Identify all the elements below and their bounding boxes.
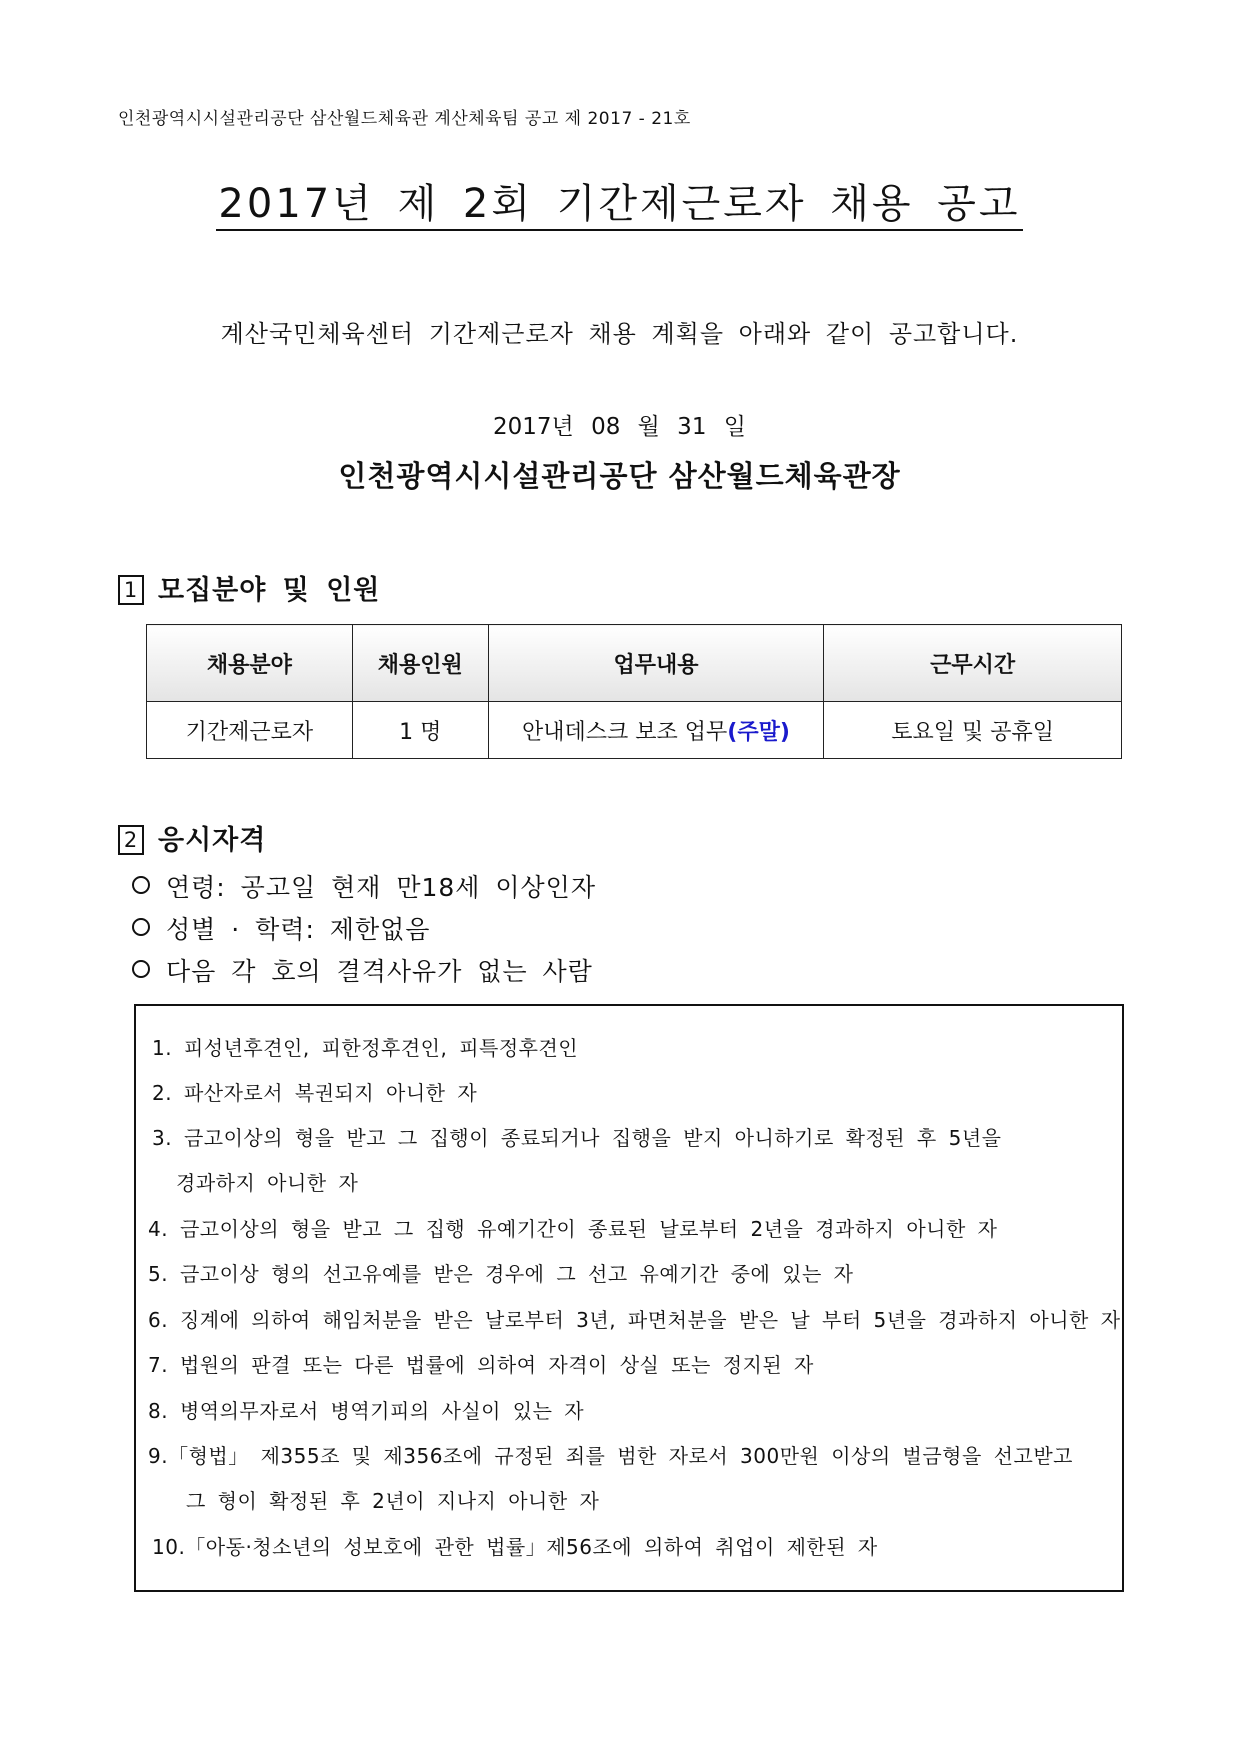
list-item: 7. 법원의 판결 또는 다른 법률에 의하여 자격이 상실 또는 정지된 자 — [148, 1353, 814, 1377]
section-number-box: 2 — [118, 825, 144, 855]
duty-text: 안내데스크 보조 업무 — [522, 719, 728, 745]
intro-text: 계산국민체육센터 기간제근로자 채용 계획을 아래와 같이 공고합니다. — [220, 320, 1019, 348]
circle-bullet-icon — [132, 918, 150, 936]
issuer-name: 인천광역시시설관리공단 삼산월드체육관장 — [338, 459, 901, 493]
qualification-list — [132, 868, 596, 994]
section-2-heading — [118, 818, 266, 857]
circle-bullet-icon — [132, 960, 150, 978]
list-item: 2. 파산자로서 복권되지 아니한 자 — [152, 1081, 478, 1105]
list-item: 성별 · 학력: 제한없음 — [132, 910, 596, 952]
duty-weekend-highlight: (주말) — [727, 719, 790, 745]
table-cell-field: 기간제근로자 — [147, 702, 353, 759]
list-item: 6. 징계에 의하여 해임처분을 받은 날로부터 3년, 파면처분을 받은 날 부터 5년을 경과하지 아니한 자 — [148, 1308, 1121, 1332]
list-item-continuation: 경과하지 아니한 자 — [176, 1171, 359, 1195]
table-header-cell: 업무내용 — [488, 625, 824, 702]
table-header-row — [147, 625, 1122, 702]
table-header-cell: 채용분야 — [147, 625, 353, 702]
list-item: 4. 금고이상의 형을 받고 그 집행 유예기간이 종료된 날로부터 2년을 경과하지 아니한 자 — [148, 1217, 998, 1241]
section-number-box: 1 — [118, 575, 144, 605]
section-title: 모집분야 및 인원 — [158, 575, 381, 606]
list-item: 1. 피성년후견인, 피한정후견인, 피특정후견인 — [152, 1036, 579, 1060]
page-title-wrapper — [0, 172, 1239, 229]
page-title: 2017년 제 2회 기간제근로자 채용 공고 — [216, 181, 1022, 231]
recruitment-table — [146, 624, 1122, 759]
table-cell-hours: 토요일 및 공휴일 — [824, 702, 1122, 759]
list-item-continuation: 그 형이 확정된 후 2년이 지나지 아니한 자 — [186, 1489, 600, 1513]
disqualification-box — [134, 1004, 1124, 1592]
list-item: 9.「형법」 제355조 및 제356조에 규정된 죄를 범한 자로서 300만원 이상의 벌금형을 선고받고 — [148, 1444, 1073, 1468]
table-header-cell: 근무시간 — [824, 625, 1122, 702]
table-header-cell: 채용인원 — [352, 625, 488, 702]
list-item: 연령: 공고일 현재 만18세 이상인자 — [132, 868, 596, 910]
table-cell-count: 1 명 — [352, 702, 488, 759]
circle-bullet-icon — [132, 876, 150, 894]
table-cell-duty — [488, 702, 824, 759]
list-item: 10.「아동·청소년의 성보호에 관한 법률」제56조에 의하여 취업이 제한된 자 — [152, 1535, 878, 1559]
notice-number: 인천광역시시설관리공단 삼산월드체육관 계산체육팀 공고 제 2017 - 21호 — [118, 109, 691, 129]
list-item: 다음 각 호의 결격사유가 없는 사람 — [132, 952, 596, 994]
section-1-heading — [118, 568, 380, 607]
table-row — [147, 702, 1122, 759]
section-title: 응시자격 — [158, 825, 267, 856]
list-item: 5. 금고이상 형의 선고유예를 받은 경우에 그 선고 유예기간 중에 있는 자 — [148, 1262, 854, 1286]
list-item: 8. 병역의무자로서 병역기피의 사실이 있는 자 — [148, 1399, 585, 1423]
notice-date: 2017년 08 월 31 일 — [493, 414, 746, 440]
list-item: 3. 금고이상의 형을 받고 그 집행이 종료되거나 집행을 받지 아니하기로 확정된 후 5년을 — [152, 1126, 1002, 1150]
